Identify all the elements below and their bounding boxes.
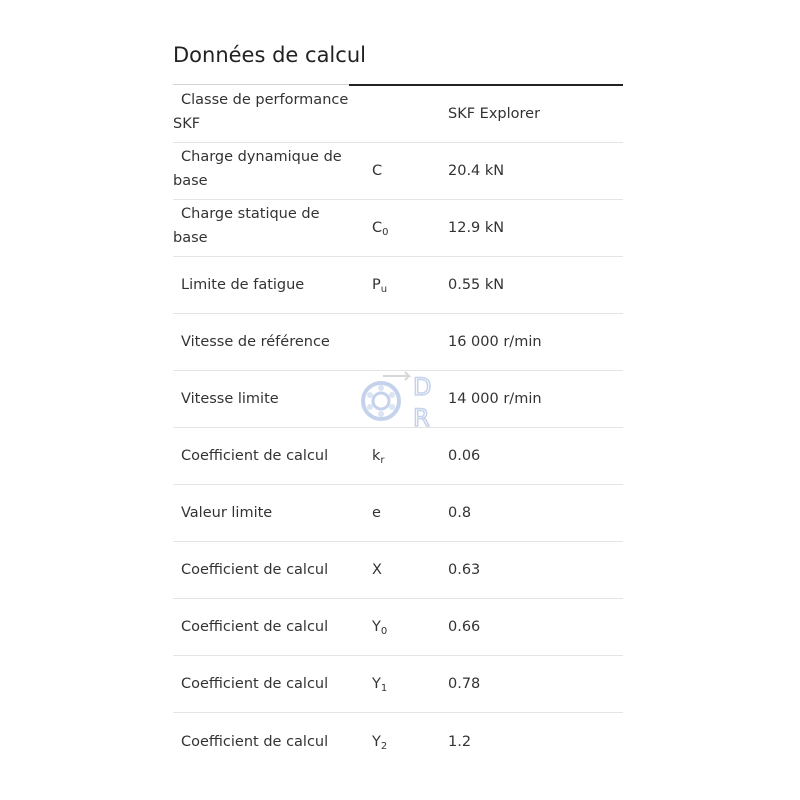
row-label: Valeur limite	[181, 505, 273, 521]
page-title: Données de calcul	[173, 43, 366, 67]
row-label: Vitesse de référence	[181, 334, 330, 350]
row-label: Coefficient de calcul	[181, 619, 329, 635]
row-value: SKF Explorer	[448, 106, 541, 122]
table-row-performance-class	[173, 86, 623, 143]
calculation-data-panel	[173, 40, 623, 770]
symbol-main: P	[372, 277, 381, 293]
symbol-main: Y	[372, 619, 381, 635]
row-label: Coefficient de calcul	[181, 676, 329, 692]
row-label: Coefficient de calcul	[181, 733, 329, 750]
symbol-main: C	[372, 220, 383, 236]
row-label: Charge dynamique de base	[173, 149, 342, 189]
row-value: 0.66	[448, 619, 481, 635]
calculation-data-table	[173, 86, 623, 770]
row-value: 12.9 kN	[448, 220, 505, 236]
table-row-dynamic-load	[173, 143, 623, 200]
table-row-fatigue-limit	[173, 257, 623, 314]
row-value: 1.2	[448, 733, 472, 750]
row-label: Vitesse limite	[181, 391, 279, 407]
row-symbol	[349, 275, 448, 295]
title-divider-thin	[173, 84, 349, 85]
row-symbol	[349, 617, 448, 637]
symbol-subscript: 0	[380, 626, 388, 637]
symbol-main: Y	[372, 733, 381, 750]
row-symbol	[349, 732, 448, 752]
row-label: Charge statique de base	[173, 206, 320, 246]
row-value: 0.8	[448, 505, 472, 521]
row-symbol	[349, 218, 448, 238]
symbol-subscript: 1	[380, 683, 388, 694]
table-row-calc-factor-y1	[173, 656, 623, 713]
row-label: Limite de fatigue	[181, 277, 305, 293]
table-row-static-load	[173, 200, 623, 257]
row-value: 20.4 kN	[448, 163, 505, 179]
row-symbol	[349, 503, 448, 523]
table-row-reference-speed	[173, 314, 623, 371]
row-value: 0.63	[448, 562, 481, 578]
symbol-subscript: r	[380, 455, 385, 466]
watermark-letter-d: D	[413, 373, 432, 401]
table-row-calc-factor-kr	[173, 428, 623, 485]
symbol-subscript: 2	[380, 740, 388, 752]
table-row-limit-value	[173, 485, 623, 542]
symbol-main: C	[372, 163, 383, 179]
table-row-calc-factor-x	[173, 542, 623, 599]
row-label: Coefficient de calcul	[181, 448, 329, 464]
symbol-subscript: 0	[382, 227, 389, 238]
symbol-main: e	[372, 505, 381, 521]
symbol-main: X	[372, 562, 382, 578]
symbol-main: Y	[372, 676, 381, 692]
row-value: 14 000 r/min	[448, 391, 542, 407]
watermark-letter-r: R	[413, 404, 430, 430]
row-value: 0.78	[448, 676, 481, 692]
row-value: 16 000 r/min	[448, 334, 542, 350]
row-symbol	[349, 161, 448, 181]
symbol-subscript: u	[380, 284, 388, 295]
row-value: 0.55 kN	[448, 277, 505, 293]
row-symbol	[349, 560, 448, 580]
row-value: 0.06	[448, 448, 481, 464]
symbol-main: k	[372, 448, 381, 464]
row-label: Classe de performance SKF	[173, 92, 349, 132]
table-row-calc-factor-y2	[173, 713, 623, 770]
row-symbol	[349, 446, 448, 466]
table-row-limiting-speed	[173, 371, 623, 428]
row-symbol	[349, 674, 448, 694]
row-label: Coefficient de calcul	[181, 562, 329, 578]
table-row-calc-factor-y0	[173, 599, 623, 656]
